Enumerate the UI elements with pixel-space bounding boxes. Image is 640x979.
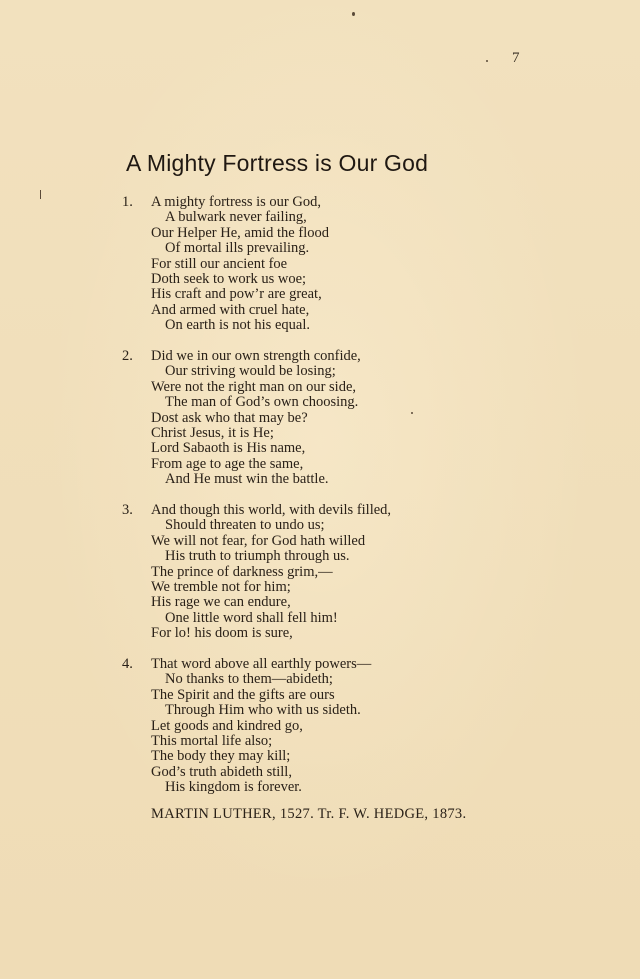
- verse-line: Of mortal ills prevailing.: [165, 240, 310, 257]
- verse-line: The man of God’s own choosing.: [165, 394, 359, 411]
- verse-line: This mortal life also;: [151, 733, 273, 750]
- verse-line: Through Him who with us sideth.: [165, 702, 361, 719]
- verse-lines: [151, 657, 371, 796]
- page-number: 7: [512, 50, 520, 66]
- verse-line: Did we in our own strength confide,: [151, 348, 361, 364]
- print-speck: [40, 190, 41, 199]
- verse-line: And armed with cruel hate,: [151, 301, 310, 318]
- verse-line: We tremble not for him;: [151, 579, 291, 596]
- print-speck: [486, 60, 488, 62]
- verse-line: Our striving would be losing;: [165, 363, 336, 380]
- verse-line: And though this world, with devils filled,: [151, 502, 392, 518]
- verse-number: 3.: [122, 502, 133, 518]
- verse-line: His craft and pow’r are great,: [151, 286, 322, 303]
- print-speck: [352, 12, 355, 16]
- verse-line: His truth to triumph through us.: [165, 548, 350, 565]
- verse-lines: [151, 349, 361, 488]
- verse-line: No thanks to them—abideth;: [165, 671, 333, 688]
- verse-line: From age to age the same,: [151, 455, 304, 472]
- verse-line: The body they may kill;: [151, 748, 291, 765]
- verse-lines: [151, 503, 391, 642]
- verse-line: A mighty fortress is our God,: [151, 194, 321, 210]
- verse-line: His kingdom is forever.: [165, 779, 302, 796]
- verse-line: Doth seek to work us woe;: [151, 271, 307, 288]
- hymn-title: A Mighty Fortress is Our God: [126, 150, 429, 176]
- verse-line: The prince of darkness grim,—: [151, 563, 333, 580]
- verse-number: 2.: [122, 348, 133, 364]
- verse-number: 4.: [122, 656, 133, 672]
- verse-line: Let goods and kindred go,: [151, 717, 303, 734]
- verse-line: For still our ancient foe: [151, 255, 288, 272]
- verse-line: Our Helper He, amid the flood: [151, 224, 329, 241]
- verse-line: Dost ask who that may be?: [151, 409, 308, 426]
- verse-line: For lo! his doom is sure,: [151, 625, 293, 642]
- verse-line: Christ Jesus, it is He;: [151, 425, 274, 442]
- verse-line: Lord Sabaoth is His name,: [151, 440, 306, 457]
- verse-line: Were not the right man on our side,: [151, 378, 357, 395]
- verse-line: God’s truth abideth still,: [151, 763, 292, 780]
- print-speck: [411, 412, 413, 414]
- verse-line: That word above all earthly powers—: [151, 656, 372, 672]
- verse-line: We will not fear, for God hath willed: [151, 532, 366, 549]
- verse-line: On earth is not his equal.: [165, 317, 310, 334]
- verse-line: His rage we can endure,: [151, 594, 291, 611]
- verse-line: Should threaten to undo us;: [165, 517, 325, 534]
- verse-line: The Spirit and the gifts are ours: [151, 686, 335, 703]
- verse-number: 1.: [122, 194, 133, 210]
- verse-line: A bulwark never failing,: [165, 209, 307, 226]
- verse-line: And He must win the battle.: [165, 471, 329, 488]
- attribution: MARTIN LUTHER, 1527. Tr. F. W. HEDGE, 1873.: [151, 806, 467, 822]
- verse-lines: [151, 195, 329, 334]
- verse-line: One little word shall fell him!: [165, 609, 338, 626]
